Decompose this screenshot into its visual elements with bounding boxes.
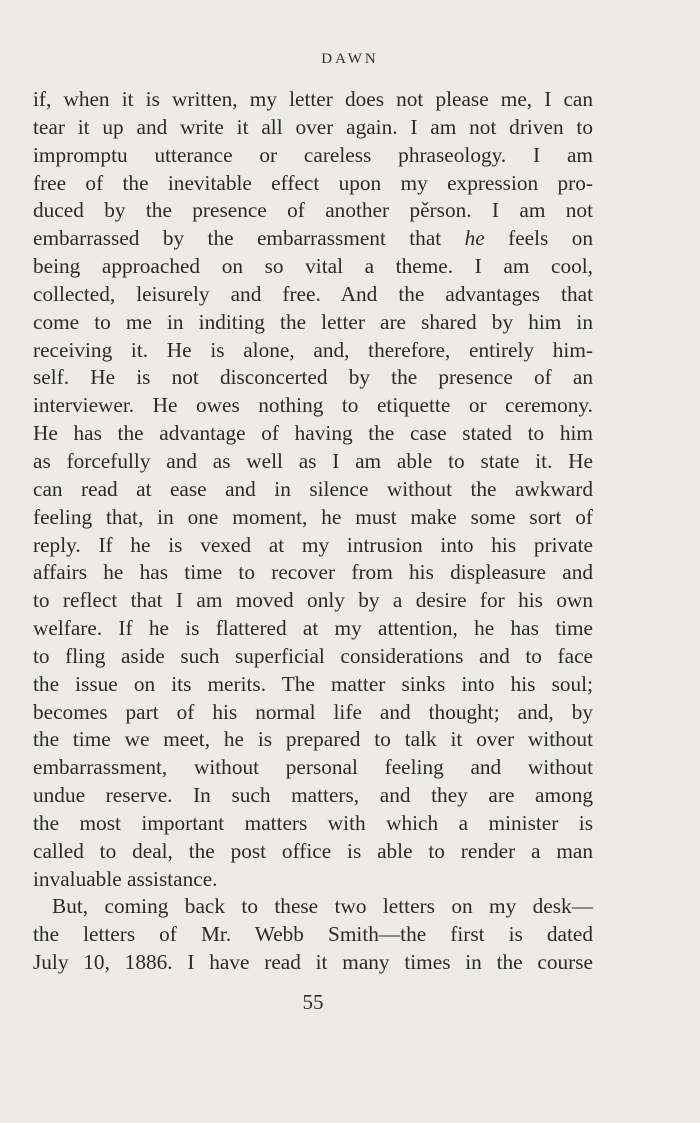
text-line: undue reserve. In such matters, and they are among	[33, 783, 593, 808]
text-line: to reflect that I am moved only by a desire for his own	[33, 588, 593, 613]
text-line: embarrassment, without personal feeling and without	[33, 755, 593, 780]
text-line: the time we meet, he is prepared to talk it over without	[33, 727, 593, 752]
text-line: receiving it. He is alone, and, therefore, entirely him-	[33, 337, 593, 362]
text-line: interviewer. He owes nothing to etiquette or ceremony.	[33, 393, 593, 418]
text-line: collected, leisurely and free. And the advantages that	[33, 281, 593, 306]
text-line: tear it up and write it all over again. I am not driven to	[33, 114, 593, 139]
text-line: self. He is not disconcerted by the presence of an	[33, 365, 593, 390]
text-line: come to me in inditing the letter are shared by him in	[33, 309, 593, 334]
text-line: free of the inevitable effect upon my expression pro-	[33, 170, 593, 195]
text-line: welfare. If he is flattered at my attention, he has time	[33, 616, 593, 641]
text-line: the most important matters with which a minister is	[33, 810, 593, 835]
text-line: reply. If he is vexed at my intrusion into his private	[33, 532, 593, 557]
text-line: can read at ease and in silence without the awkward	[33, 476, 593, 501]
text-line: becomes part of his normal life and thought; and, by	[33, 699, 593, 724]
text-line: affairs he has time to recover from his displeasure and	[33, 560, 593, 585]
text-line: as forcefully and as well as I am able to state it. He	[33, 448, 593, 473]
paragraph-start-line: But, coming back to these two letters on my desk—	[52, 894, 593, 919]
text-line: feeling that, in one moment, he must make some sort of	[33, 504, 593, 529]
text-line: called to deal, the post office is able to render a man	[33, 838, 593, 863]
emphasis: he	[464, 226, 485, 251]
paragraph-end-line: invaluable assistance.	[33, 866, 218, 891]
text-line: being approached on so vital a theme. I am cool,	[33, 254, 593, 279]
text-line: embarrassed by the embarrassment that he feels on	[33, 226, 593, 251]
text-line: duced by the presence of another pěrson. I am not	[33, 198, 593, 223]
page-number: 55	[302, 990, 324, 1014]
text-line: if, when it is written, my letter does not please me, I can	[33, 87, 593, 111]
running-head: DAWN	[321, 51, 379, 67]
text-line: He has the advantage of having the case stated to him	[33, 421, 593, 446]
text-line: the letters of Mr. Webb Smith—the first is dated	[33, 922, 593, 947]
text-line: July 10, 1886. I have read it many times in the course	[33, 950, 593, 975]
body-text	[33, 86, 593, 977]
text-line: the issue on its merits. The matter sinks into his soul;	[33, 671, 593, 696]
text-line: to fling aside such superficial considerations and to face	[33, 643, 593, 668]
text-line: impromptu utterance or careless phraseology. I am	[33, 142, 593, 167]
